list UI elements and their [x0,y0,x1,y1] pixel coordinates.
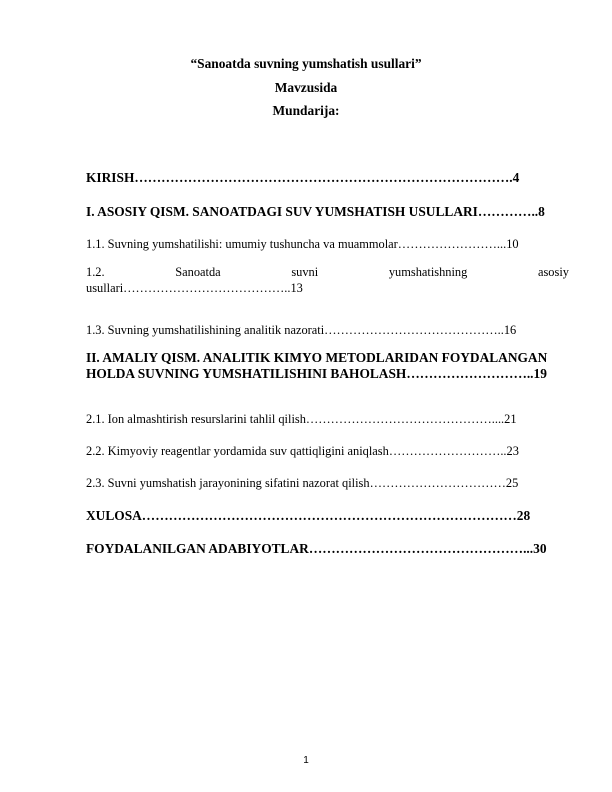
toc-entry-2-3: 2.3. Suvni yumshatish jarayonining sifatini nazorat qilish……………………………25 [86,476,519,490]
toc-entry-1-3: 1.3. Suvning yumshatilishining analitik nazorati……………………………………..16 [86,323,517,337]
document-subtitle: Mavzusida [274,80,338,95]
toc-entry-2-1: 2.1. Ion almashtirish resurslarini tahlil qilish………………………………………....21 [86,412,517,426]
toc-word: Sanoatda [175,265,221,279]
toc-entry-part2 [86,350,569,382]
page-number: 1 [303,755,309,766]
toc-entry-1-2 [86,264,569,296]
toc-entry-1-1: 1.1. Suvning yumshatilishi: umumiy tushuncha va muammolar……………………...10 [86,237,519,251]
toc-word: 1.2. [86,265,105,279]
toc-entry-part1: I. ASOSIY QISM. SANOATDAGI SUV YUMSHATISH USULLARI…………..8 [86,204,545,219]
toc-word: yumshatishning [388,265,468,279]
toc-word: asosiy [537,265,569,279]
document-title: “Sanoatda suvning yumshatish usullari” [190,56,422,71]
toc-entry-adabiyotlar: FOYDALANILGAN ADABIYOTLAR…………………………………………...30 [86,541,547,556]
toc-entry-xulosa: XULOSA…………………………………………………………………………28 [86,508,531,523]
toc-entry-2-2: 2.2. Kimyoviy reagentlar yordamida suv qattiqligini aniqlash………………………..23 [86,444,519,458]
toc-entry-part2-line2: HOLDA SUVNING YUMSHATILISHINI BAHOLASH………………………..19 [86,366,547,381]
contents-heading: Mundarija: [272,103,340,118]
toc-entry-1-2-line2: usullari…………………………………..13 [86,281,303,295]
toc-entry-kirish: KIRISH………………………………………………………………………….4 [86,170,520,185]
toc-word: suvni [291,265,319,279]
toc-entry-1-2-line1 [86,264,569,280]
toc-entry-part2-line1: II. AMALIY QISM. ANALITIK KIMYO METODLARIDAN FOYDALANGAN [86,350,548,365]
